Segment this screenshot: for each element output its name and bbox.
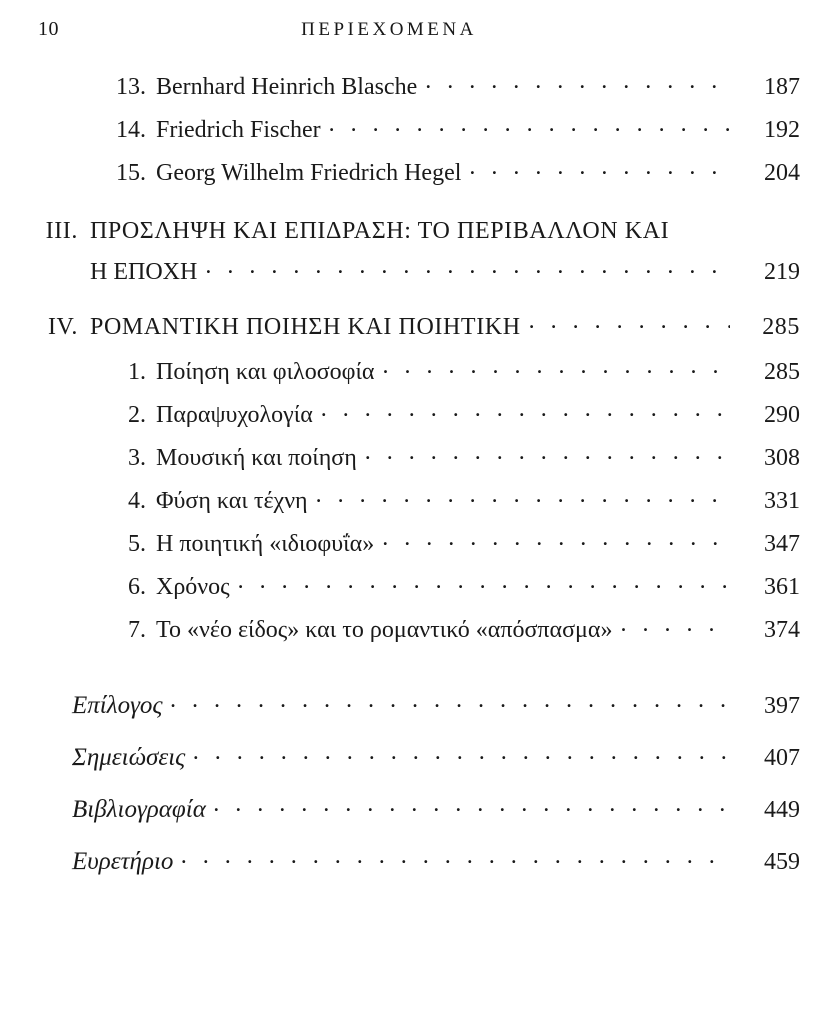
leader-dots	[620, 613, 730, 637]
entry-label: Χρόνος	[156, 574, 230, 600]
entry-label: Friedrich Fischer	[156, 117, 321, 143]
toc-entry[interactable]	[38, 398, 800, 427]
running-head	[38, 18, 800, 52]
entry-page-number: 374	[764, 617, 800, 643]
entry-label: Ευρετήριο	[72, 848, 174, 875]
entry-page-number: 285	[764, 359, 800, 385]
entry-label: Η ποιητική «ιδιοφυΐα»	[156, 531, 375, 557]
entry-label: Το «νέο είδος» και το ρομαντικό «απόσπασμα»	[156, 617, 613, 643]
entry-page-number: 407	[764, 745, 800, 771]
toc-entry[interactable]	[38, 355, 800, 384]
entry-number: IV.	[47, 314, 78, 340]
leader-dots	[425, 70, 730, 94]
entry-label: ΡΟΜΑΝΤΙΚΗ ΠΟΙΗΣΗ ΚΑΙ ΠΟΙΗΤΙΚΗ	[90, 314, 521, 340]
entry-page-number: 459	[764, 849, 800, 875]
entry-page-number: 187	[764, 74, 800, 100]
entry-label: Παραψυχολογία	[156, 402, 313, 428]
toc-entry[interactable]	[38, 484, 800, 513]
toc-back-matter-entry[interactable]	[38, 792, 800, 822]
entry-page-number: 331	[764, 488, 800, 514]
leader-dots	[469, 156, 730, 180]
toc-entry[interactable]	[38, 70, 800, 99]
toc-back-matter-entry[interactable]	[38, 844, 800, 874]
table-of-contents	[38, 70, 800, 874]
entry-label: Βιβλιογραφία	[72, 796, 206, 823]
toc-entry[interactable]	[38, 441, 800, 470]
entry-page-number: 290	[764, 402, 800, 428]
leader-dots	[383, 355, 730, 379]
entry-page-number: 449	[764, 797, 800, 823]
entry-label: Ποίηση και φιλοσοφία	[156, 359, 375, 385]
entry-number: 13.	[116, 74, 146, 100]
entry-number: 15.	[116, 160, 146, 186]
leader-dots	[529, 310, 730, 334]
toc-part-three-continued[interactable]	[38, 255, 800, 284]
entry-page-number: 192	[764, 117, 800, 143]
leader-dots	[171, 688, 730, 713]
entry-label: Georg Wilhelm Friedrich Hegel	[156, 160, 462, 186]
leader-dots	[238, 570, 730, 594]
entry-label: Σημειώσεις	[72, 744, 186, 771]
entry-number: 14.	[116, 117, 146, 143]
entry-page-number: 219	[764, 259, 800, 285]
entry-label: Επίλογος	[72, 692, 163, 719]
entry-number: 2.	[128, 402, 146, 428]
leader-dots	[193, 740, 730, 765]
entry-label-continued: Η ΕΠΟΧΗ	[90, 259, 198, 285]
leader-dots	[329, 113, 730, 137]
entry-number: 1.	[128, 359, 146, 385]
entry-number: 5.	[128, 531, 146, 557]
leader-dots	[365, 441, 730, 465]
page-folio-number: 10	[38, 18, 59, 40]
toc-entry[interactable]	[38, 527, 800, 556]
entry-number: III.	[45, 218, 78, 244]
entry-page-number: 308	[764, 445, 800, 471]
entry-label: Φύση και τέχνη	[156, 488, 308, 514]
leader-dots	[316, 484, 730, 508]
toc-part-four[interactable]	[38, 310, 800, 339]
leader-dots	[321, 398, 730, 422]
entry-page-number: 347	[764, 531, 800, 557]
toc-entry[interactable]	[38, 113, 800, 142]
leader-dots	[214, 792, 730, 817]
entry-label: Μουσική και ποίηση	[156, 445, 357, 471]
toc-part-three[interactable]	[38, 219, 800, 243]
running-head-title: ΠΕΡΙΕΧΟΜΕΝΑ	[301, 19, 477, 40]
entry-label: Bernhard Heinrich Blasche	[156, 74, 418, 100]
entry-number: 4.	[128, 488, 146, 514]
entry-page-number: 397	[764, 693, 800, 719]
entry-page-number: 361	[764, 574, 800, 600]
entry-page-number: 204	[764, 160, 800, 186]
leader-dots	[205, 255, 730, 279]
leader-dots	[382, 527, 730, 551]
entry-number: 3.	[128, 445, 146, 471]
toc-back-matter-entry[interactable]	[38, 740, 800, 770]
entry-number: 7.	[128, 617, 146, 643]
toc-back-matter-entry[interactable]	[38, 688, 800, 718]
leader-dots	[181, 844, 730, 869]
toc-entry[interactable]	[38, 156, 800, 185]
entry-number: 6.	[128, 574, 146, 600]
toc-entry[interactable]	[38, 613, 800, 642]
entry-label: ΠΡΟΣΛΗΨΗ ΚΑΙ ΕΠΙΔΡΑΣΗ: ΤΟ ΠΕΡΙΒΑΛΛΟΝ ΚΑΙ	[90, 218, 670, 244]
toc-entry[interactable]	[38, 570, 800, 599]
entry-page-number: 285	[762, 314, 800, 340]
